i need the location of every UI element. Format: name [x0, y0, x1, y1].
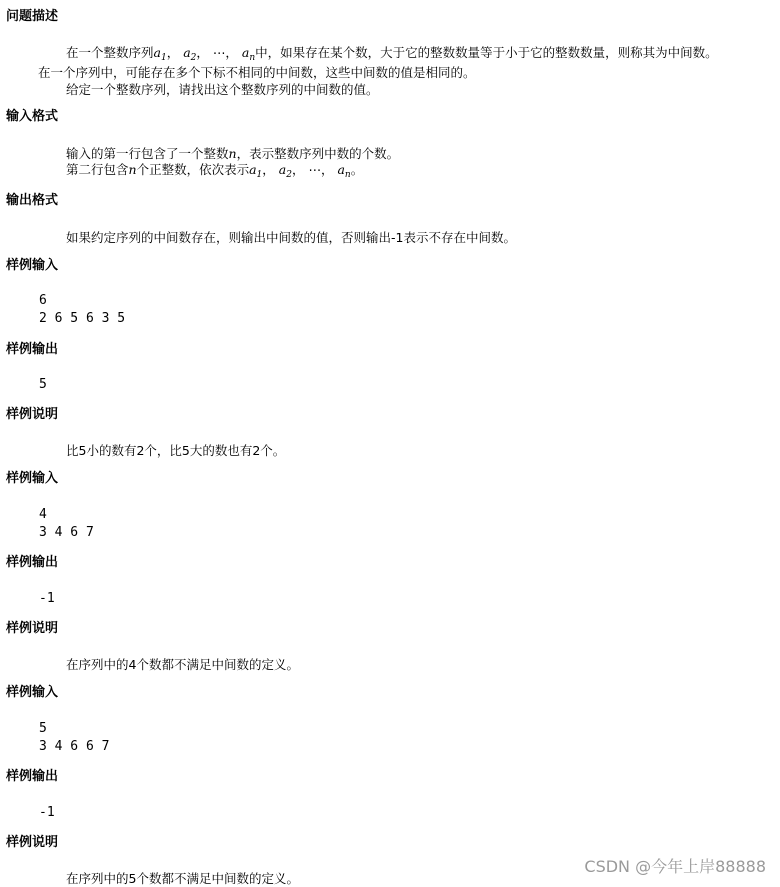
sample-input-line: 2 6 5 6 3 5	[39, 311, 126, 326]
input-format-heading: 输入格式	[6, 109, 59, 124]
sample-explain-heading: 样例说明	[6, 835, 59, 850]
problem-paragraph-3: 给定一个整数序列，请找出这个整数序列的中间数的值。	[66, 82, 379, 97]
sample-input-heading: 样例输入	[6, 471, 59, 486]
csdn-watermark: CSDN @今年上岸88888	[584, 857, 766, 876]
sample-input-heading: 样例输入	[6, 685, 59, 700]
var-an: $a_n$	[337, 162, 351, 180]
problem-paragraph-1: 在一个整数序列$a_1$， $a_2$， ⋯， $a_n$中，如果存在某个数，大于它的整数数量等于小于它的整数数量，则称其为中间数。	[66, 45, 718, 63]
sample-input-line: 5	[39, 721, 47, 736]
output-format-text: 如果约定序列的中间数存在，则输出中间数的值，否则输出-1表示不存在中间数。	[66, 230, 516, 245]
sample-explain-heading: 样例说明	[6, 621, 59, 636]
sample-input-line: 4	[39, 507, 47, 522]
sample-output-heading: 样例输出	[6, 769, 59, 784]
sample-input-line: 6	[39, 293, 47, 308]
sample-output-value: -1	[39, 805, 55, 820]
var-a2: $a_2$	[278, 162, 292, 180]
p1-text-b: 中，如果存在某个数，大于它的整数数量等于小于它的整数数量，则称其为中间数。	[255, 45, 718, 60]
sample-explain-heading: 样例说明	[6, 407, 59, 422]
sample-output-value: 5	[39, 377, 47, 392]
var-a2: $a_2$	[183, 45, 197, 63]
sample-input-line: 3 4 6 6 7	[39, 739, 110, 754]
sample-output-heading: 样例输出	[6, 555, 59, 570]
sample-explain-text: 在序列中的5个数都不满足中间数的定义。	[66, 871, 299, 886]
p1-text-a: 在一个整数序列	[66, 45, 154, 60]
sample-output-heading: 样例输出	[6, 342, 59, 357]
var-a1: $a_1$	[249, 162, 263, 180]
sample-explain-text: 比5小的数有2个，比5大的数也有2个。	[66, 443, 286, 458]
problem-paragraph-2: 在一个序列中，可能存在多个下标不相同的中间数，这些中间数的值是相同的。	[38, 65, 476, 80]
ellipsis: ⋯	[212, 45, 226, 60]
sample-input-heading: 样例输入	[6, 258, 59, 273]
var-a1: $a_1$	[153, 45, 167, 63]
input-format-line-1: 输入的第一行包含了一个整数n，表示整数序列中数的个数。	[66, 146, 400, 161]
var-an: $a_n$	[241, 45, 256, 63]
sample-explain-text: 在序列中的4个数都不满足中间数的定义。	[66, 657, 299, 672]
problem-description-heading: 问题描述	[6, 9, 59, 24]
input-format-line-2: 第二行包含n个正整数，依次表示$a_1$， $a_2$， ⋯， $a_n$。	[66, 162, 364, 180]
output-format-heading: 输出格式	[6, 193, 59, 208]
sample-input-line: 3 4 6 7	[39, 525, 94, 540]
sample-output-value: -1	[39, 591, 55, 606]
